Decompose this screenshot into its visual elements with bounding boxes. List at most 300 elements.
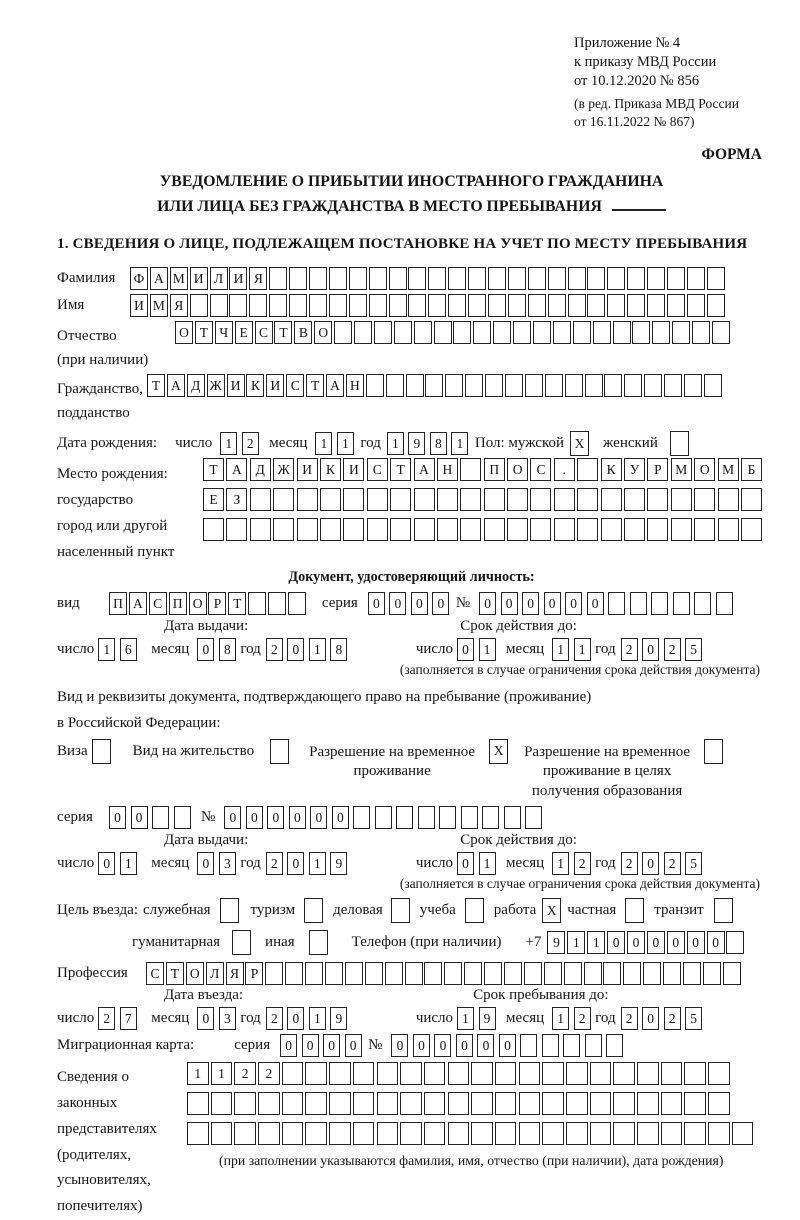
char-box[interactable]: 0 bbox=[287, 1007, 304, 1030]
char-box[interactable] bbox=[732, 1122, 754, 1145]
char-box[interactable]: Д bbox=[187, 374, 205, 397]
char-box[interactable] bbox=[437, 518, 458, 541]
char-box[interactable]: С bbox=[255, 321, 273, 344]
char-box[interactable] bbox=[637, 1122, 659, 1145]
char-box[interactable] bbox=[530, 488, 551, 511]
char-box[interactable]: В bbox=[294, 321, 312, 344]
char-box[interactable] bbox=[408, 294, 426, 317]
char-box[interactable] bbox=[493, 321, 511, 344]
char-box[interactable] bbox=[269, 294, 287, 317]
char-box[interactable]: 0 bbox=[522, 592, 539, 615]
char-box[interactable]: 0 bbox=[413, 1034, 430, 1057]
char-box[interactable] bbox=[250, 518, 271, 541]
char-box[interactable]: 1 bbox=[309, 852, 326, 875]
char-box[interactable] bbox=[396, 806, 413, 829]
char-box[interactable]: 0 bbox=[607, 931, 625, 954]
char-box[interactable] bbox=[265, 962, 283, 985]
char-box[interactable]: Л bbox=[210, 267, 228, 290]
char-box[interactable]: С bbox=[530, 458, 551, 481]
char-box[interactable] bbox=[704, 374, 722, 397]
char-box[interactable] bbox=[211, 1122, 233, 1145]
char-box[interactable] bbox=[577, 488, 598, 511]
char-box[interactable]: 2 bbox=[234, 1062, 256, 1085]
char-box[interactable]: А bbox=[167, 374, 185, 397]
char-box[interactable] bbox=[460, 458, 481, 481]
char-box[interactable]: 2 bbox=[266, 852, 283, 875]
char-box[interactable] bbox=[608, 592, 625, 615]
char-box[interactable] bbox=[647, 294, 665, 317]
char-box[interactable]: С bbox=[286, 374, 304, 397]
char-box[interactable]: 2 bbox=[574, 852, 591, 875]
char-box[interactable]: 1 bbox=[211, 1062, 233, 1085]
char-box[interactable]: О bbox=[694, 458, 715, 481]
char-box[interactable] bbox=[418, 806, 435, 829]
char-box[interactable]: С bbox=[146, 962, 164, 985]
char-box[interactable] bbox=[566, 1062, 588, 1085]
char-box[interactable] bbox=[542, 1092, 564, 1115]
char-box[interactable]: 0 bbox=[544, 592, 561, 615]
char-box[interactable] bbox=[533, 321, 551, 344]
char-box[interactable]: П bbox=[484, 458, 505, 481]
char-box[interactable] bbox=[439, 806, 456, 829]
char-box[interactable] bbox=[353, 806, 370, 829]
char-box[interactable] bbox=[554, 518, 575, 541]
char-box[interactable] bbox=[414, 488, 435, 511]
char-box[interactable] bbox=[152, 806, 169, 829]
char-box[interactable] bbox=[613, 1122, 635, 1145]
char-box[interactable] bbox=[453, 321, 471, 344]
char-box[interactable]: М bbox=[150, 294, 168, 317]
char-box[interactable] bbox=[374, 321, 392, 344]
char-box[interactable] bbox=[473, 321, 491, 344]
char-box[interactable] bbox=[723, 962, 741, 985]
char-box[interactable] bbox=[377, 1062, 399, 1085]
char-box[interactable] bbox=[554, 488, 575, 511]
char-box[interactable] bbox=[667, 267, 685, 290]
char-box[interactable] bbox=[414, 321, 432, 344]
char-box[interactable]: Т bbox=[166, 962, 184, 985]
char-box[interactable] bbox=[484, 488, 505, 511]
char-box[interactable] bbox=[385, 962, 403, 985]
char-box[interactable] bbox=[248, 592, 266, 615]
sex-female-checkbox[interactable] bbox=[670, 431, 689, 456]
char-box[interactable]: 1 bbox=[120, 852, 137, 875]
char-box[interactable]: Р bbox=[245, 962, 263, 985]
char-box[interactable] bbox=[289, 267, 307, 290]
char-box[interactable] bbox=[652, 321, 670, 344]
char-box[interactable]: 0 bbox=[323, 1034, 340, 1057]
char-box[interactable] bbox=[424, 962, 442, 985]
char-box[interactable] bbox=[667, 294, 685, 317]
char-box[interactable] bbox=[519, 1092, 541, 1115]
char-box[interactable]: 2 bbox=[574, 1007, 591, 1030]
char-box[interactable]: 1 bbox=[98, 638, 115, 661]
char-box[interactable] bbox=[187, 1092, 209, 1115]
char-box[interactable] bbox=[553, 321, 571, 344]
char-box[interactable] bbox=[587, 267, 605, 290]
purpose-humanitarian-checkbox[interactable] bbox=[232, 930, 251, 955]
char-box[interactable] bbox=[694, 592, 711, 615]
char-box[interactable] bbox=[460, 518, 481, 541]
char-box[interactable] bbox=[349, 294, 367, 317]
char-box[interactable]: Т bbox=[147, 374, 165, 397]
char-box[interactable]: 9 bbox=[330, 1007, 347, 1030]
char-box[interactable]: 2 bbox=[266, 638, 283, 661]
char-box[interactable]: М bbox=[170, 267, 188, 290]
char-box[interactable]: 0 bbox=[287, 852, 304, 875]
char-box[interactable] bbox=[525, 374, 543, 397]
char-box[interactable]: 0 bbox=[642, 638, 659, 661]
char-box[interactable] bbox=[468, 294, 486, 317]
char-box[interactable]: 0 bbox=[627, 931, 645, 954]
char-box[interactable] bbox=[644, 374, 662, 397]
char-box[interactable] bbox=[643, 962, 661, 985]
char-box[interactable]: К bbox=[320, 458, 341, 481]
char-box[interactable] bbox=[624, 518, 645, 541]
char-box[interactable] bbox=[687, 267, 705, 290]
char-box[interactable] bbox=[613, 321, 631, 344]
char-box[interactable]: 9 bbox=[479, 1007, 496, 1030]
char-box[interactable]: 2 bbox=[621, 638, 638, 661]
char-box[interactable] bbox=[309, 267, 327, 290]
char-box[interactable]: Д bbox=[250, 458, 271, 481]
char-box[interactable] bbox=[708, 1062, 730, 1085]
char-box[interactable] bbox=[329, 267, 347, 290]
char-box[interactable]: 0 bbox=[246, 806, 263, 829]
char-box[interactable] bbox=[684, 1122, 706, 1145]
char-box[interactable] bbox=[334, 321, 352, 344]
char-box[interactable]: Т bbox=[228, 592, 246, 615]
purpose-tourism-checkbox[interactable] bbox=[304, 898, 323, 923]
char-box[interactable] bbox=[366, 374, 384, 397]
char-box[interactable] bbox=[548, 294, 566, 317]
char-box[interactable] bbox=[613, 1062, 635, 1085]
char-box[interactable] bbox=[377, 1122, 399, 1145]
char-box[interactable] bbox=[647, 518, 668, 541]
char-box[interactable] bbox=[461, 806, 478, 829]
char-box[interactable]: И bbox=[130, 294, 148, 317]
char-box[interactable] bbox=[400, 1092, 422, 1115]
char-box[interactable]: 0 bbox=[434, 1034, 451, 1057]
char-box[interactable] bbox=[349, 267, 367, 290]
char-box[interactable] bbox=[525, 806, 542, 829]
char-box[interactable]: Р bbox=[647, 458, 668, 481]
char-box[interactable]: 1 bbox=[567, 931, 585, 954]
char-box[interactable]: 1 bbox=[552, 852, 569, 875]
char-box[interactable]: 0 bbox=[197, 638, 214, 661]
char-box[interactable] bbox=[424, 1062, 446, 1085]
char-box[interactable]: С bbox=[367, 458, 388, 481]
char-box[interactable] bbox=[566, 1092, 588, 1115]
char-box[interactable] bbox=[590, 1092, 612, 1115]
char-box[interactable] bbox=[716, 592, 733, 615]
char-box[interactable] bbox=[471, 1062, 493, 1085]
char-box[interactable] bbox=[565, 374, 583, 397]
char-box[interactable]: И bbox=[227, 374, 245, 397]
char-box[interactable] bbox=[268, 592, 286, 615]
char-box[interactable] bbox=[282, 1092, 304, 1115]
char-box[interactable]: 2 bbox=[664, 638, 681, 661]
char-box[interactable]: К bbox=[246, 374, 264, 397]
char-box[interactable] bbox=[353, 1062, 375, 1085]
temp-residence-checkbox[interactable]: X bbox=[489, 739, 508, 764]
char-box[interactable] bbox=[687, 294, 705, 317]
char-box[interactable]: 3 bbox=[219, 852, 236, 875]
purpose-other-checkbox[interactable] bbox=[309, 930, 328, 955]
char-box[interactable]: Я bbox=[226, 962, 244, 985]
char-box[interactable]: 0 bbox=[368, 592, 385, 615]
char-box[interactable]: 2 bbox=[621, 1007, 638, 1030]
char-box[interactable]: Е bbox=[235, 321, 253, 344]
char-box[interactable] bbox=[504, 962, 522, 985]
char-box[interactable]: А bbox=[150, 267, 168, 290]
char-box[interactable] bbox=[530, 518, 551, 541]
char-box[interactable]: 0 bbox=[109, 806, 126, 829]
char-box[interactable]: 0 bbox=[197, 1007, 214, 1030]
char-box[interactable] bbox=[585, 374, 603, 397]
char-box[interactable]: 0 bbox=[302, 1034, 319, 1057]
char-box[interactable] bbox=[367, 488, 388, 511]
char-box[interactable] bbox=[568, 294, 586, 317]
char-box[interactable]: Н bbox=[346, 374, 364, 397]
char-box[interactable] bbox=[465, 374, 483, 397]
char-box[interactable]: Т bbox=[306, 374, 324, 397]
char-box[interactable] bbox=[325, 962, 343, 985]
char-box[interactable]: 0 bbox=[565, 592, 582, 615]
char-box[interactable]: М bbox=[671, 458, 692, 481]
char-box[interactable] bbox=[471, 1122, 493, 1145]
char-box[interactable] bbox=[604, 374, 622, 397]
char-box[interactable]: 5 bbox=[685, 1007, 702, 1030]
char-box[interactable]: Ч bbox=[215, 321, 233, 344]
char-box[interactable] bbox=[285, 962, 303, 985]
char-box[interactable] bbox=[273, 518, 294, 541]
char-box[interactable] bbox=[513, 321, 531, 344]
char-box[interactable] bbox=[386, 374, 404, 397]
char-box[interactable] bbox=[566, 1122, 588, 1145]
char-box[interactable]: 3 bbox=[219, 1007, 236, 1030]
char-box[interactable] bbox=[174, 806, 191, 829]
char-box[interactable] bbox=[585, 1034, 602, 1057]
char-box[interactable] bbox=[568, 267, 586, 290]
char-box[interactable]: О bbox=[507, 458, 528, 481]
char-box[interactable] bbox=[428, 294, 446, 317]
char-box[interactable]: 0 bbox=[224, 806, 241, 829]
char-box[interactable] bbox=[414, 518, 435, 541]
char-box[interactable]: Ф bbox=[130, 267, 148, 290]
char-box[interactable]: 2 bbox=[621, 852, 638, 875]
char-box[interactable]: И bbox=[297, 458, 318, 481]
char-box[interactable] bbox=[584, 962, 602, 985]
char-box[interactable]: У bbox=[624, 458, 645, 481]
char-box[interactable] bbox=[297, 488, 318, 511]
char-box[interactable]: 1 bbox=[587, 931, 605, 954]
purpose-transit-checkbox[interactable] bbox=[714, 898, 733, 923]
char-box[interactable]: 9 bbox=[330, 852, 347, 875]
char-box[interactable] bbox=[504, 806, 521, 829]
char-box[interactable]: 0 bbox=[642, 852, 659, 875]
char-box[interactable] bbox=[448, 1092, 470, 1115]
char-box[interactable] bbox=[708, 1122, 730, 1145]
char-box[interactable]: 0 bbox=[587, 592, 604, 615]
char-box[interactable] bbox=[400, 1062, 422, 1085]
char-box[interactable] bbox=[343, 488, 364, 511]
char-box[interactable] bbox=[329, 1122, 351, 1145]
char-box[interactable]: Я bbox=[249, 267, 267, 290]
char-box[interactable] bbox=[305, 1062, 327, 1085]
char-box[interactable] bbox=[519, 1062, 541, 1085]
char-box[interactable]: А bbox=[129, 592, 147, 615]
char-box[interactable] bbox=[630, 592, 647, 615]
char-box[interactable] bbox=[258, 1122, 280, 1145]
char-box[interactable] bbox=[375, 806, 392, 829]
char-box[interactable] bbox=[424, 1122, 446, 1145]
char-box[interactable]: 0 bbox=[267, 806, 284, 829]
char-box[interactable] bbox=[627, 267, 645, 290]
char-box[interactable]: 0 bbox=[479, 592, 496, 615]
char-box[interactable] bbox=[603, 962, 621, 985]
char-box[interactable]: 8 bbox=[430, 432, 447, 455]
char-box[interactable] bbox=[672, 321, 690, 344]
char-box[interactable] bbox=[613, 1092, 635, 1115]
char-box[interactable] bbox=[408, 267, 426, 290]
char-box[interactable]: 0 bbox=[131, 806, 148, 829]
char-box[interactable] bbox=[425, 374, 443, 397]
char-box[interactable] bbox=[661, 1122, 683, 1145]
char-box[interactable] bbox=[389, 267, 407, 290]
char-box[interactable] bbox=[637, 1062, 659, 1085]
char-box[interactable]: Т bbox=[203, 458, 224, 481]
char-box[interactable]: 1 bbox=[309, 1007, 326, 1030]
char-box[interactable] bbox=[211, 1092, 233, 1115]
char-box[interactable] bbox=[590, 1062, 612, 1085]
char-box[interactable] bbox=[508, 294, 526, 317]
char-box[interactable] bbox=[624, 374, 642, 397]
char-box[interactable]: И bbox=[190, 267, 208, 290]
char-box[interactable] bbox=[564, 962, 582, 985]
char-box[interactable]: 0 bbox=[411, 592, 428, 615]
char-box[interactable] bbox=[684, 1092, 706, 1115]
char-box[interactable]: 1 bbox=[337, 432, 354, 455]
char-box[interactable]: 0 bbox=[457, 638, 474, 661]
char-box[interactable] bbox=[226, 518, 247, 541]
char-box[interactable] bbox=[726, 931, 744, 954]
char-box[interactable] bbox=[684, 1062, 706, 1085]
char-box[interactable] bbox=[468, 267, 486, 290]
char-box[interactable] bbox=[673, 592, 690, 615]
char-box[interactable] bbox=[661, 1062, 683, 1085]
purpose-study-checkbox[interactable] bbox=[465, 898, 484, 923]
char-box[interactable]: Т bbox=[195, 321, 213, 344]
char-box[interactable]: 0 bbox=[456, 1034, 473, 1057]
char-box[interactable]: Ж bbox=[273, 458, 294, 481]
char-box[interactable] bbox=[519, 1122, 541, 1145]
char-box[interactable] bbox=[282, 1062, 304, 1085]
char-box[interactable] bbox=[269, 267, 287, 290]
char-box[interactable]: 0 bbox=[707, 931, 725, 954]
char-box[interactable] bbox=[495, 1062, 517, 1085]
char-box[interactable]: 6 bbox=[120, 638, 137, 661]
char-box[interactable]: И bbox=[266, 374, 284, 397]
char-box[interactable]: 0 bbox=[499, 1034, 516, 1057]
char-box[interactable]: А bbox=[226, 458, 247, 481]
char-box[interactable]: Б bbox=[741, 458, 762, 481]
char-box[interactable]: 0 bbox=[310, 806, 327, 829]
char-box[interactable] bbox=[329, 1092, 351, 1115]
char-box[interactable] bbox=[234, 1122, 256, 1145]
char-box[interactable] bbox=[671, 518, 692, 541]
char-box[interactable]: О bbox=[175, 321, 193, 344]
char-box[interactable] bbox=[542, 1034, 559, 1057]
char-box[interactable]: 0 bbox=[345, 1034, 362, 1057]
char-box[interactable] bbox=[624, 488, 645, 511]
char-box[interactable] bbox=[288, 592, 306, 615]
char-box[interactable]: 1 bbox=[574, 638, 591, 661]
char-box[interactable] bbox=[528, 267, 546, 290]
char-box[interactable] bbox=[345, 962, 363, 985]
char-box[interactable] bbox=[329, 1062, 351, 1085]
char-box[interactable] bbox=[424, 1092, 446, 1115]
char-box[interactable] bbox=[305, 1122, 327, 1145]
char-box[interactable] bbox=[542, 1062, 564, 1085]
char-box[interactable]: 0 bbox=[477, 1034, 494, 1057]
char-box[interactable] bbox=[309, 294, 327, 317]
char-box[interactable]: 1 bbox=[451, 432, 468, 455]
char-box[interactable] bbox=[471, 1092, 493, 1115]
char-box[interactable] bbox=[542, 1122, 564, 1145]
purpose-official-checkbox[interactable] bbox=[220, 898, 239, 923]
char-box[interactable]: 1 bbox=[387, 432, 404, 455]
char-box[interactable]: 2 bbox=[664, 1007, 681, 1030]
char-box[interactable]: 0 bbox=[432, 592, 449, 615]
char-box[interactable] bbox=[460, 488, 481, 511]
char-box[interactable] bbox=[305, 1092, 327, 1115]
char-box[interactable] bbox=[210, 294, 228, 317]
char-box[interactable] bbox=[707, 294, 725, 317]
char-box[interactable] bbox=[444, 962, 462, 985]
char-box[interactable]: 1 bbox=[187, 1062, 209, 1085]
char-box[interactable] bbox=[329, 294, 347, 317]
char-box[interactable] bbox=[694, 488, 715, 511]
char-box[interactable] bbox=[545, 374, 563, 397]
char-box[interactable]: А bbox=[326, 374, 344, 397]
char-box[interactable] bbox=[187, 1122, 209, 1145]
char-box[interactable]: О bbox=[189, 592, 207, 615]
char-box[interactable] bbox=[369, 294, 387, 317]
char-box[interactable] bbox=[203, 518, 224, 541]
char-box[interactable] bbox=[437, 488, 458, 511]
char-box[interactable] bbox=[250, 488, 271, 511]
char-box[interactable] bbox=[694, 518, 715, 541]
char-box[interactable] bbox=[573, 321, 591, 344]
char-box[interactable] bbox=[448, 1122, 470, 1145]
char-box[interactable]: 0 bbox=[647, 931, 665, 954]
char-box[interactable]: Е bbox=[203, 488, 224, 511]
char-box[interactable] bbox=[369, 267, 387, 290]
char-box[interactable] bbox=[651, 592, 668, 615]
char-box[interactable] bbox=[289, 294, 307, 317]
char-box[interactable] bbox=[484, 962, 502, 985]
char-box[interactable]: 1 bbox=[220, 432, 237, 455]
char-box[interactable] bbox=[524, 962, 542, 985]
char-box[interactable] bbox=[590, 1122, 612, 1145]
char-box[interactable]: . bbox=[554, 458, 575, 481]
char-box[interactable] bbox=[390, 518, 411, 541]
char-box[interactable] bbox=[190, 294, 208, 317]
purpose-private-checkbox[interactable] bbox=[625, 898, 644, 923]
char-box[interactable]: 1 bbox=[457, 1007, 474, 1030]
char-box[interactable] bbox=[647, 488, 668, 511]
